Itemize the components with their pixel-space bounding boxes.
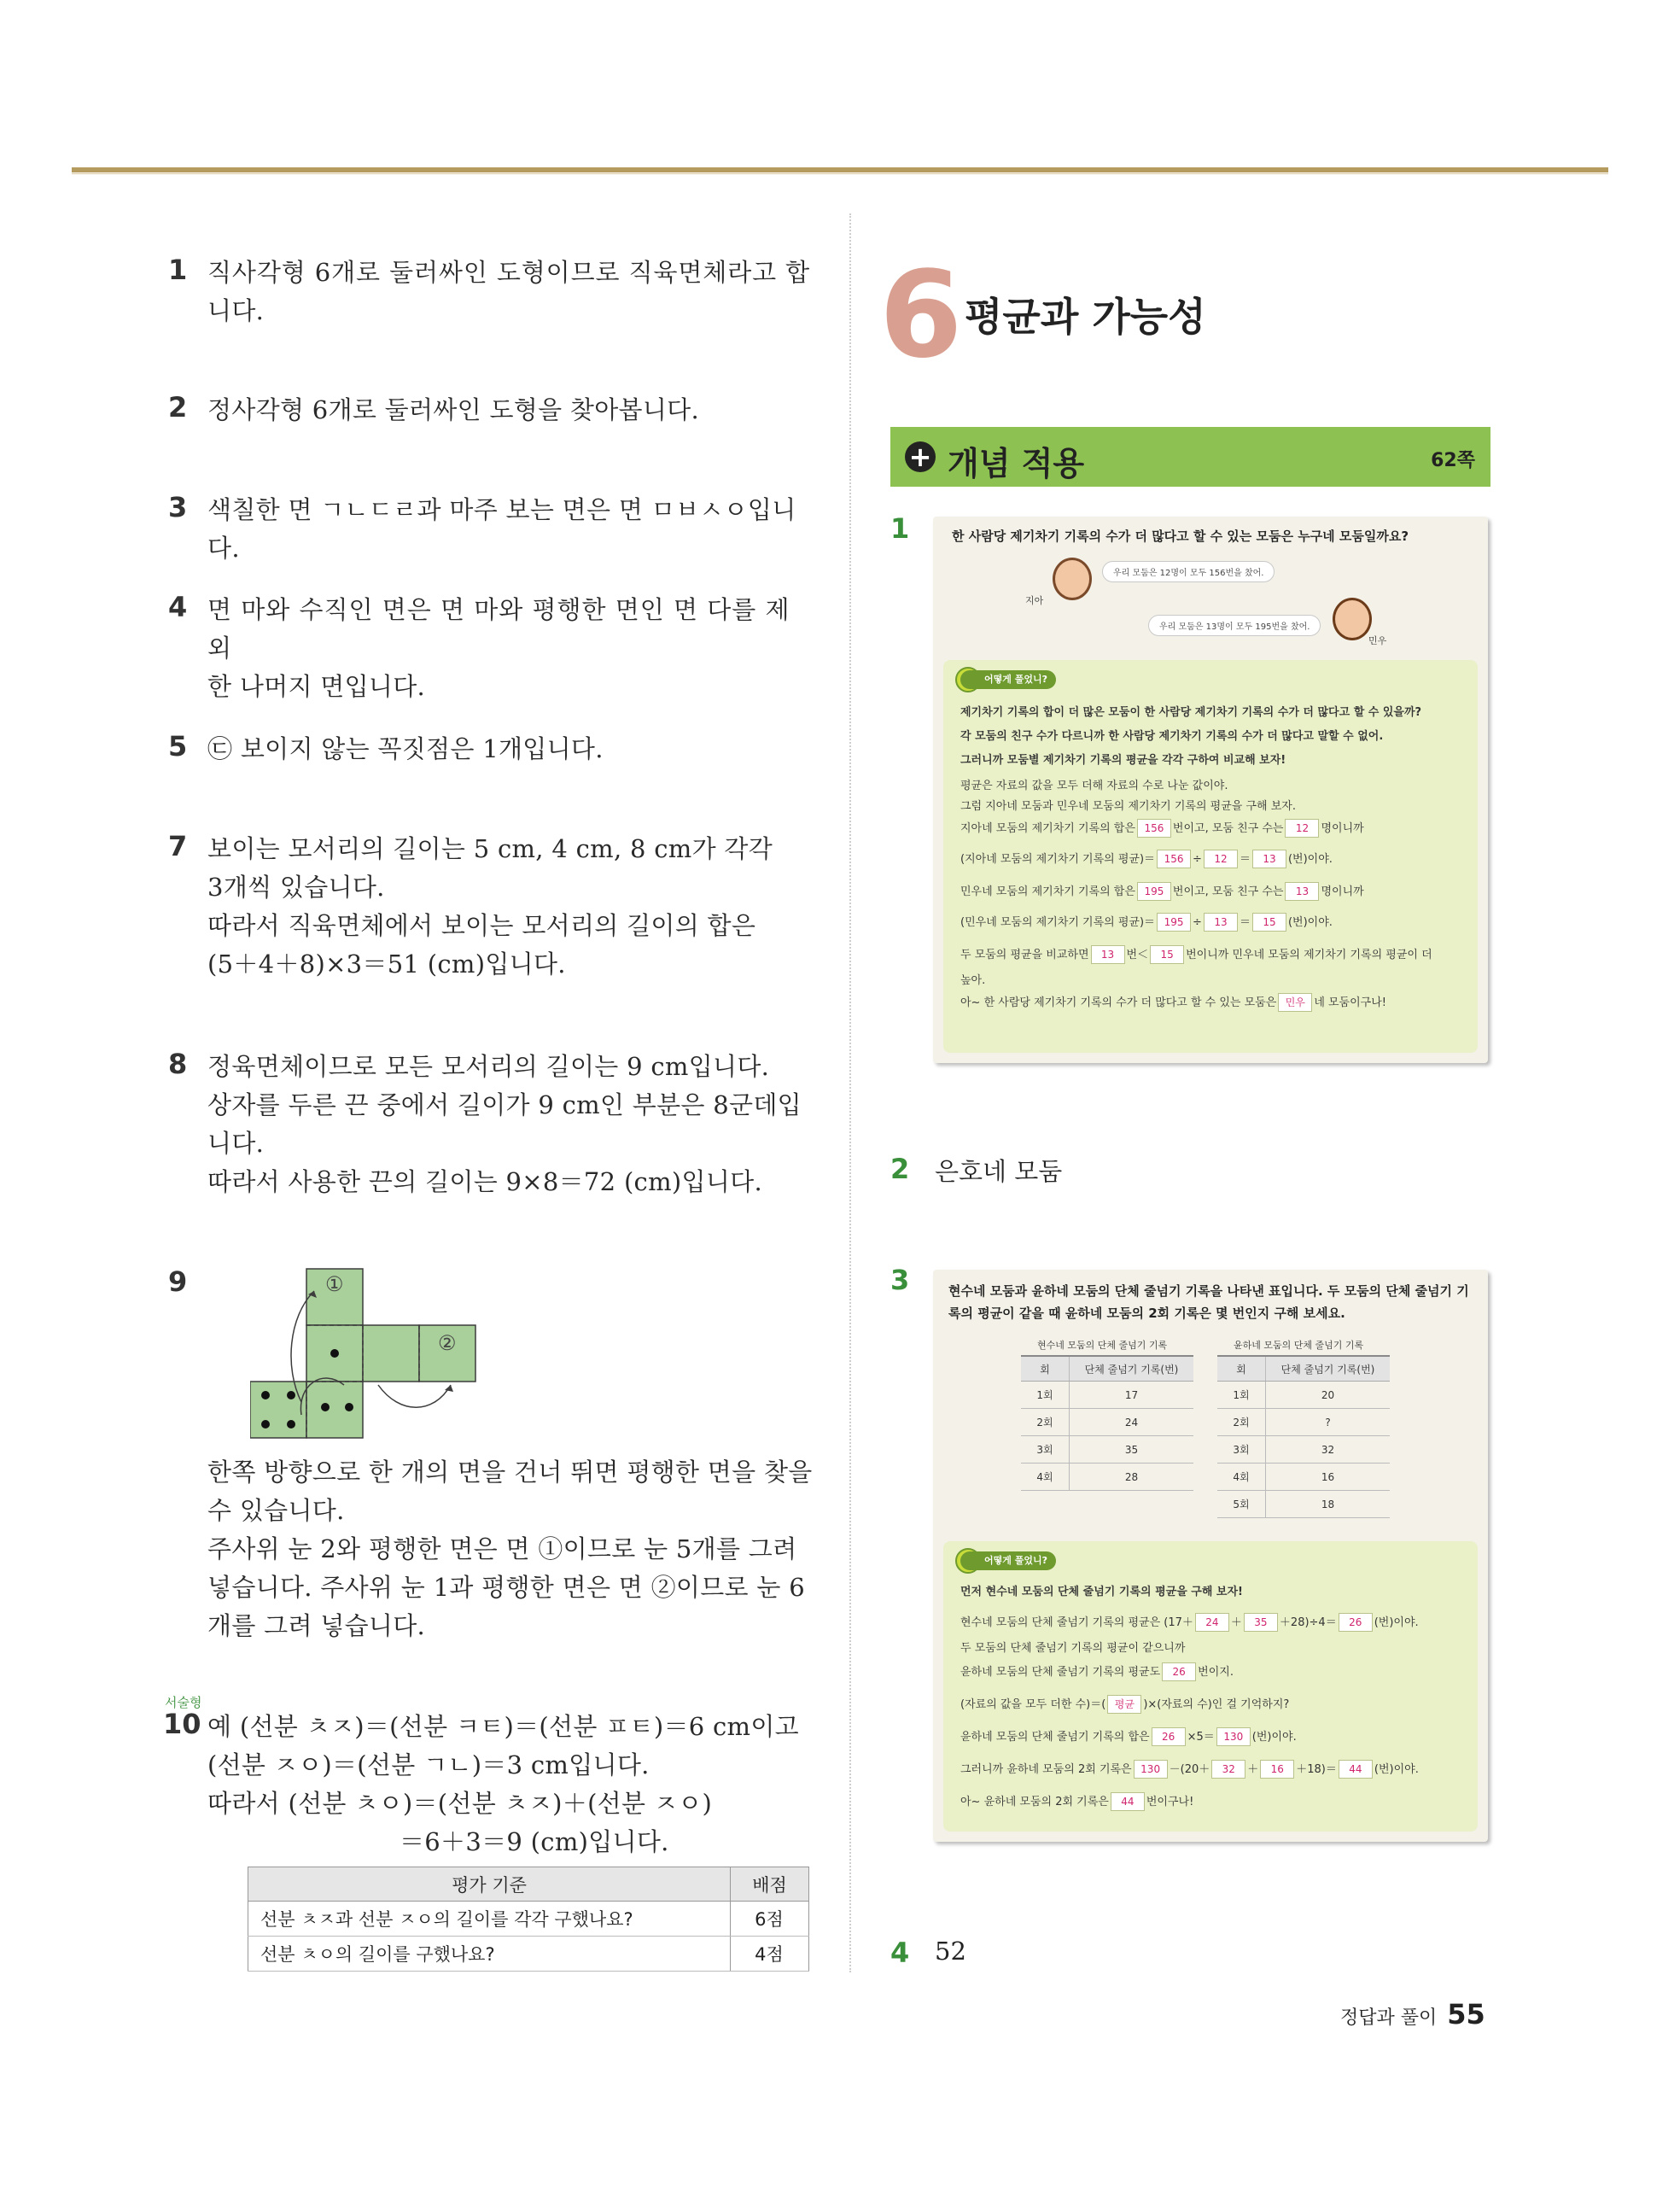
table-caption: 현수네 모둠의 단체 줄넘기 기록 — [1037, 1340, 1168, 1351]
solution-line: 그럼 지아네 모둠과 민우네 모둠의 제기차기 기록의 평균을 구해 보자. — [960, 800, 1296, 813]
chapter-number: 6 — [879, 246, 963, 385]
plus-icon: + — [905, 441, 936, 472]
table-row: 3회 32 — [1217, 1436, 1390, 1464]
solution-line: 민우네 모둠의 제기차기 기록의 합은 195 번이고, 모둠 친구 수는 13 명이니까 — [960, 882, 1364, 901]
answer-5 — [168, 730, 814, 768]
answer-number: 7 — [168, 830, 188, 862]
answer-number: 10 — [163, 1708, 201, 1740]
answer-line: 따라서 직육면체에서 보이는 모서리의 길이의 합은 — [207, 911, 756, 940]
net-face-bottom-left — [250, 1382, 306, 1438]
table-row: 2회 ? — [1217, 1409, 1390, 1436]
answer-line: 한쪽 방향으로 한 개의 면을 건너 뛰면 평행한 면을 찾을 — [207, 1458, 813, 1487]
answer-line: 따라서 사용한 끈의 길이는 9×8＝72 (cm)입니다. — [207, 1167, 762, 1196]
answer-line: 면 마와 수직인 면은 면 마와 평행한 면인 면 다를 제외 — [207, 595, 790, 663]
net-label-1: ① — [325, 1272, 344, 1296]
hyunsu-table: 회 단체 줄넘기 기록(번) 1회 17 2회 24 3회 35 4회 28 — [1021, 1355, 1193, 1491]
speaker-name: 지아 — [1025, 595, 1044, 606]
solution-line: 높아. — [960, 974, 986, 987]
answer-line: 수 있습니다. — [207, 1496, 345, 1525]
table-row: 3회 35 — [1021, 1436, 1193, 1464]
rubric-header-criteria: 평가 기준 — [248, 1867, 731, 1902]
solution-line: 아~ 한 사람당 제기차기 기록의 수가 더 많다고 할 수 있는 모둠은 민우 네 모둠이구나! — [960, 993, 1386, 1012]
answer-number: 1 — [168, 254, 188, 286]
solution-line: 각 모둠의 친구 수가 다르니까 한 사람당 제기차기 기록의 수가 더 많다고 말할 수 없어. — [960, 730, 1384, 743]
solution-box — [943, 1541, 1478, 1832]
solution-box — [943, 660, 1478, 1053]
table-row: 4회 16 — [1217, 1464, 1390, 1491]
fold-arrow-2 — [378, 1385, 451, 1407]
table-row: 1회 17 — [1021, 1382, 1193, 1409]
solution-line: 윤하네 모둠의 단체 줄넘기 기록의 평균도 26 번이지. — [960, 1662, 1234, 1681]
answer-text: 52 — [935, 1937, 966, 1966]
answer-line: 개를 그려 넣습니다. — [207, 1611, 426, 1640]
solution-line: (민우네 모둠의 제기차기 기록의 평균)＝ 195 ÷ 13 ＝ 15 (번)이야. — [960, 913, 1333, 932]
question-text: 록의 평균이 같을 때 윤하네 모둠의 2회 기록은 몇 번인지 구해 보세요. — [948, 1306, 1345, 1321]
answer-number: 9 — [168, 1265, 188, 1298]
item-number-2: 2 — [890, 1153, 910, 1185]
dice-net-diagram — [250, 1265, 498, 1445]
footer-label: 정답과 풀이 — [1340, 2007, 1438, 2029]
problem-card-3 — [933, 1270, 1488, 1842]
table-caption: 윤하네 모둠의 단체 줄넘기 기록 — [1234, 1340, 1364, 1351]
problem-card-1 — [933, 517, 1488, 1063]
answer-number: 4 — [168, 591, 188, 623]
rubric-score: 6점 — [731, 1902, 809, 1937]
answer-3 — [168, 491, 814, 568]
speech-bubble: 우리 모둠은 13명이 모두 195번을 찼어. — [1148, 615, 1321, 636]
rubric-criteria: 선분 ㅊㅈ과 선분 ㅈㅇ의 길이를 각각 구했나요? — [248, 1902, 731, 1937]
answer-line: 보이는 모서리의 길이는 5 cm, 4 cm, 8 cm가 각각 — [207, 834, 773, 863]
solution-line: 그러니까 모둠별 제기차기 기록의 평균을 각각 구하여 비교해 보자! — [960, 754, 1286, 767]
answer-line: 니다. — [207, 296, 265, 325]
answer-line: 니다. — [207, 1129, 265, 1158]
section-title: 개념 적용 — [948, 445, 1085, 482]
solution-line: 두 모둠의 평균을 비교하면 13 번＜ 15 번이니까 민우네 모둠의 제기차기 기록의 평균이 더 — [960, 945, 1432, 964]
item-number-4: 4 — [890, 1937, 910, 1969]
how-badge: 어떻게 풀었니? — [960, 1551, 1056, 1570]
column-divider — [849, 213, 851, 1972]
answer-number: 2 — [168, 391, 188, 424]
rubric-score: 4점 — [731, 1937, 809, 1972]
question-text: 현수네 모둠과 윤하네 모둠의 단체 줄넘기 기록을 나타낸 표입니다. 두 모둠의 단체 줄넘기 기 — [948, 1283, 1469, 1299]
solution-line: 윤하네 모둠의 단체 줄넘기 기록의 합은 26 ×5＝ 130 (번)이야. — [960, 1727, 1297, 1746]
answer-line: (5＋4＋8)×3＝51 (cm)입니다. — [207, 949, 566, 979]
solution-line: 제기차기 기록의 합이 더 많은 모둠이 한 사람당 제기차기 기록의 수가 더 많다고 할 수 있을까? — [960, 706, 1422, 719]
top-rule-thin — [72, 173, 1608, 174]
solution-line: 그러니까 윤하네 모둠의 2회 기록은 130 －(20＋ 32 ＋ 16 ＋18)＝ 44 (번)이야. — [960, 1760, 1419, 1779]
answer-line: 상자를 두른 끈 중에서 길이가 9 cm인 부분은 8군데입 — [207, 1090, 802, 1119]
essay-tag: 서술형 — [165, 1695, 202, 1710]
item-number-1: 1 — [890, 512, 910, 545]
top-rule — [72, 167, 1608, 172]
chapter-title: 평균과 가능성 — [965, 294, 1206, 340]
answer-number: 3 — [168, 491, 188, 523]
answer-line: 한 나머지 면입니다. — [207, 672, 426, 701]
speech-bubble: 우리 모둠은 12명이 모두 156번을 찼어. — [1102, 561, 1275, 582]
answer-line: 넣습니다. 주사위 눈 1과 평행한 면은 면 ②이므로 눈 6 — [207, 1573, 805, 1602]
rubric-table — [248, 1867, 809, 1972]
solution-line: 먼저 현수네 모둠의 단체 줄넘기 기록의 평균을 구해 보자! — [960, 1586, 1243, 1598]
yunha-table: 회 단체 줄넘기 기록(번) 1회 20 2회 ? 3회 32 4회 16 5회 18 — [1217, 1355, 1390, 1518]
rubric-criteria: 선분 ㅊㅇ의 길이를 구했나요? — [248, 1937, 731, 1972]
answer-10 — [163, 1695, 814, 1861]
table-row — [248, 1902, 809, 1937]
minu-avatar — [1333, 598, 1372, 640]
page-reference: 62쪽 — [1431, 450, 1475, 471]
solution-line: 아~ 윤하네 모둠의 2회 기록은 44 번이구나! — [960, 1792, 1193, 1811]
rubric-header-score: 배점 — [731, 1867, 809, 1902]
answer-2 — [168, 391, 814, 429]
solution-line: 평균은 자료의 값을 모두 더해 자료의 수로 나눈 값이야. — [960, 780, 1228, 792]
answer-line: 정육면체이므로 모든 모서리의 길이는 9 cm입니다. — [207, 1052, 770, 1081]
answer-line: 정사각형 6개로 둘러싸인 도형을 찾아봅니다. — [207, 395, 699, 424]
jia-avatar — [1053, 558, 1092, 600]
answer-number: 5 — [168, 730, 188, 762]
how-badge: 어떻게 풀었니? — [960, 670, 1056, 689]
answer-line: 따라서 (선분 ㅊㅇ)＝(선분 ㅊㅈ)＋(선분 ㅈㅇ) — [207, 1789, 713, 1818]
answer-line: (선분 ㅈㅇ)＝(선분 ㄱㄴ)＝3 cm입니다. — [207, 1750, 650, 1779]
solution-line: 지아네 모둠의 제기차기 기록의 합은 156 번이고, 모둠 친구 수는 12 명이니까 — [960, 819, 1364, 838]
table-row: 2회 24 — [1021, 1409, 1193, 1436]
solution-line: (지아네 모둠의 제기차기 기록의 평균)＝ 156 ÷ 12 ＝ 13 (번)이야. — [960, 850, 1333, 868]
net-face-right-1 — [363, 1325, 419, 1382]
answer-line: 주사위 눈 2와 평행한 면은 면 ①이므로 눈 5개를 그려 — [207, 1534, 797, 1563]
answer-4 — [168, 591, 814, 706]
answer-line: 직사각형 6개로 둘러싸인 도형이므로 직육면체라고 합 — [207, 258, 811, 287]
solution-line: (자료의 값을 모두 더한 수)＝( 평균 )×(자료의 수)인 걸 기억하지? — [960, 1695, 1289, 1714]
answer-line: 색칠한 면 ㄱㄴㄷㄹ과 마주 보는 면은 면 ㅁㅂㅅㅇ입니다. — [207, 495, 796, 563]
answer-1 — [168, 254, 814, 330]
table-row: 5회 18 — [1217, 1491, 1390, 1518]
table-row — [248, 1937, 809, 1972]
net-face-bottom — [306, 1382, 363, 1438]
answer-8 — [168, 1048, 814, 1201]
question-text: 한 사람당 제기차기 기록의 수가 더 많다고 할 수 있는 모둠은 누구네 모둠일까요? — [952, 529, 1409, 544]
answer-line: 예 (선분 ㅊㅈ)＝(선분 ㅋㅌ)＝(선분 ㅍㅌ)＝6 cm이고 — [207, 1712, 799, 1741]
table-row: 4회 28 — [1021, 1464, 1193, 1491]
page-footer — [1340, 1998, 1485, 2030]
speaker-name: 민우 — [1368, 635, 1387, 646]
page-number: 55 — [1447, 1998, 1485, 2030]
answer-line: ㉢ 보이지 않는 꼭짓점은 1개입니다. — [207, 734, 604, 763]
answer-line: ＝6＋3＝9 (cm)입니다. — [400, 1827, 669, 1856]
answer-7 — [168, 830, 814, 984]
item-number-3: 3 — [890, 1264, 910, 1296]
answer-number: 8 — [168, 1048, 188, 1080]
solution-line: 현수네 모둠의 단체 줄넘기 기록의 평균은 (17＋ 24 ＋ 35 ＋28)÷4＝ 26 (번)이야. — [960, 1613, 1419, 1632]
answer-line: 3개씩 있습니다. — [207, 873, 385, 902]
answer-text: 은호네 모둠 — [935, 1157, 1063, 1186]
net-label-2: ② — [438, 1331, 457, 1355]
solution-line: 두 모둠의 단체 줄넘기 기록의 평균이 같으니까 — [960, 1642, 1186, 1655]
section-banner — [890, 427, 1490, 487]
table-row: 1회 20 — [1217, 1382, 1390, 1409]
